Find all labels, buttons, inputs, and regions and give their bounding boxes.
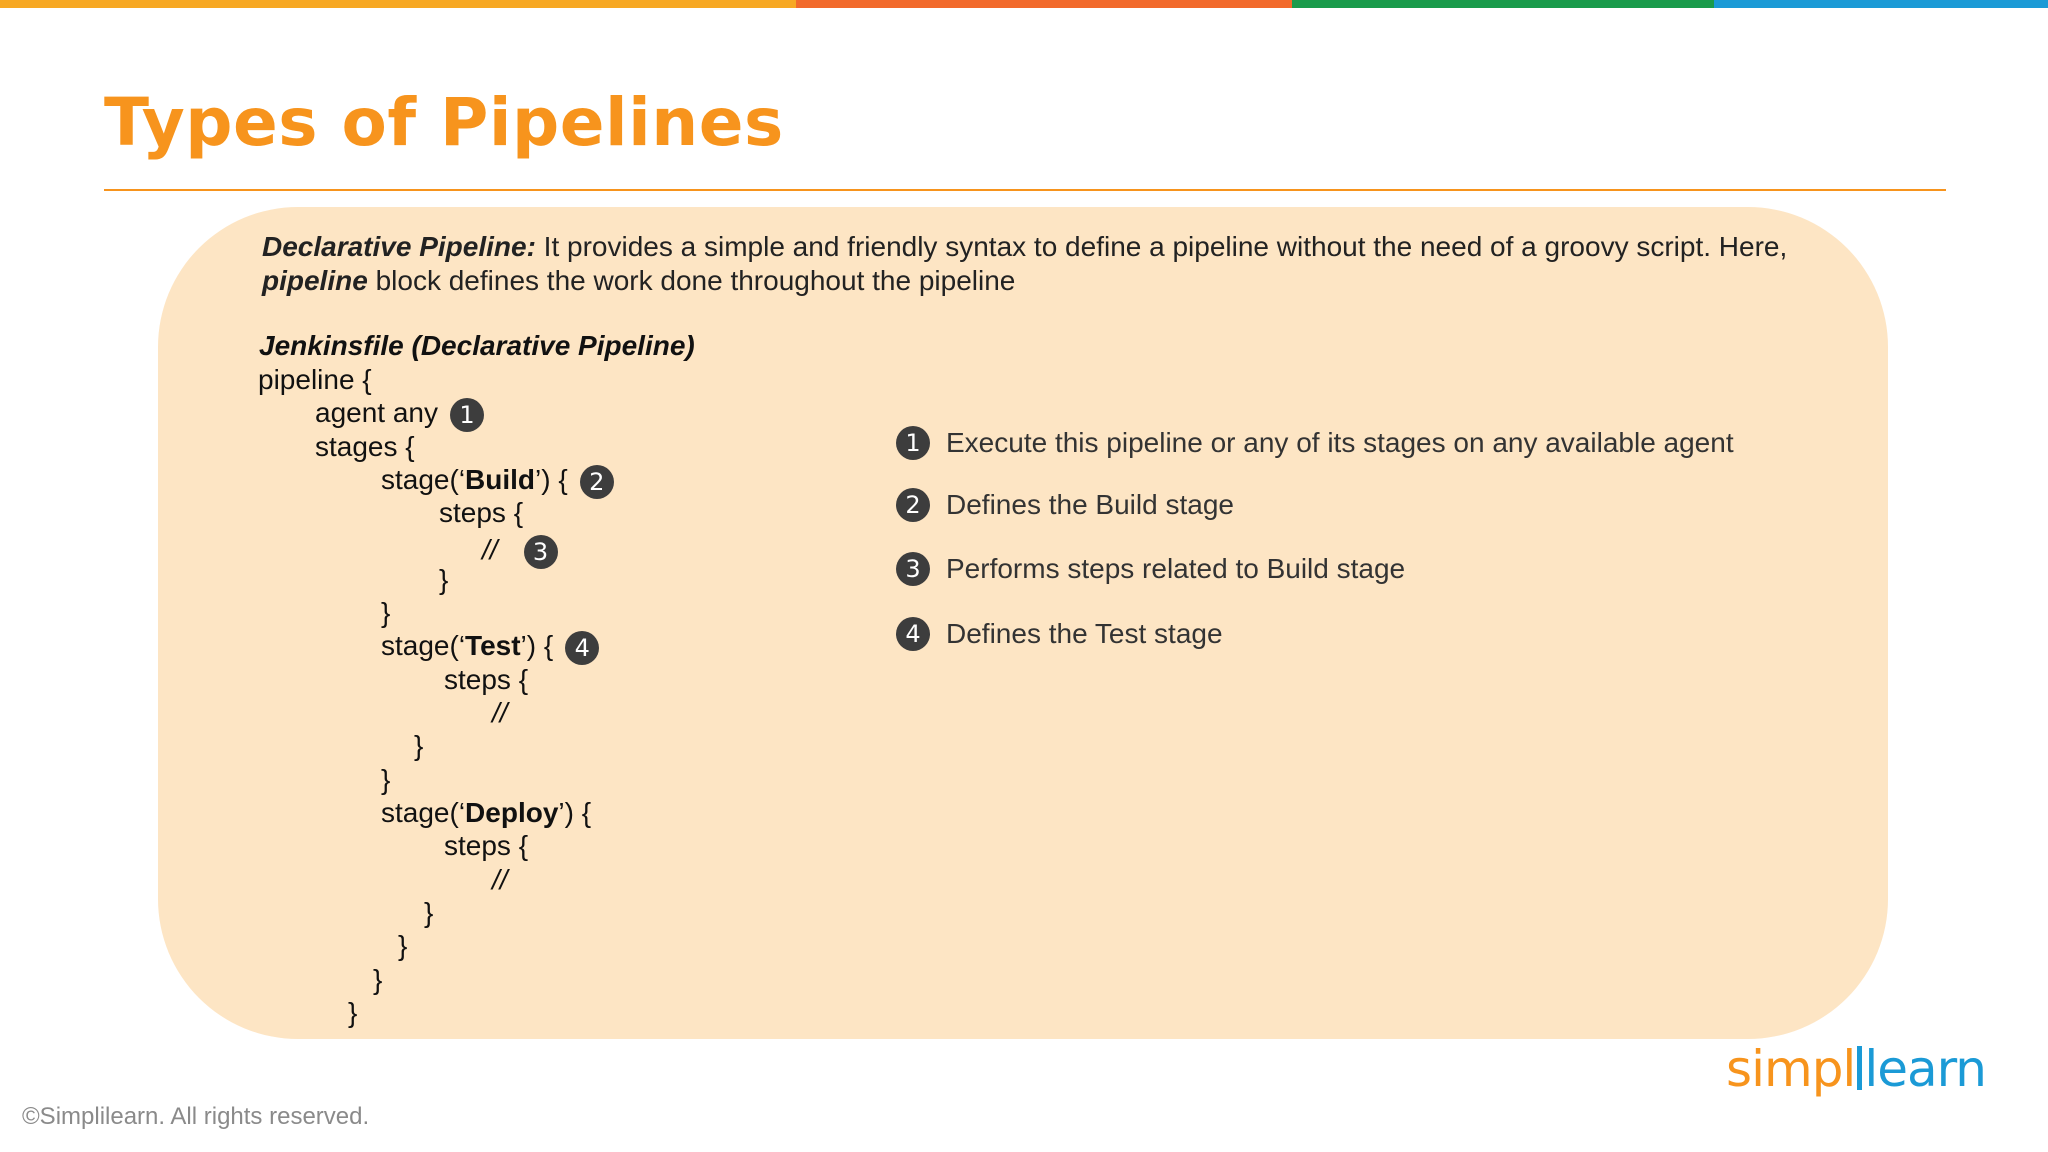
legend-badge: 1 [896,426,930,460]
code-line-stage-build [381,464,614,499]
badge-4: 4 [565,631,599,665]
intro-term: Declarative Pipeline: [262,231,536,262]
code-comment: // [492,864,508,895]
top-color-bar [0,0,2048,8]
code-line-comment-build [482,534,558,569]
code-line: } [373,964,383,995]
title-underline [104,189,1946,191]
code-line: pipeline { [258,364,372,395]
logo-bar [1857,1046,1862,1090]
code-line: } [414,730,424,761]
intro-paragraph [262,230,1822,298]
code-line-agent [315,397,484,432]
top-bar-orange [0,0,796,8]
top-bar-blue [1714,0,2048,8]
legend-badge: 3 [896,552,930,586]
code-line-stage-deploy [381,797,591,829]
code-line: } [439,564,449,595]
slide-title: Types of Pipelines [104,84,784,161]
top-bar-green [1292,0,1714,8]
simplilearn-logo [1726,1040,1986,1098]
legend-item [896,617,1223,651]
code-text: agent any [315,397,438,428]
copyright-notice: ©Simplilearn. All rights reserved. [22,1103,370,1130]
code-line: } [381,764,391,795]
intro-text-2: block defines the work done throughout the pipeline [367,265,1016,296]
stage-name-test: Test [465,630,521,661]
code-comment: // [492,697,508,728]
code-text: stage(‘ [381,464,466,495]
legend-item [896,552,1405,586]
legend-item [896,488,1234,522]
badge-1: 1 [450,398,484,432]
code-line: steps { [439,497,524,528]
legend-text: Defines the Build stage [946,489,1234,520]
legend-text: Defines the Test stage [946,618,1223,649]
code-text: stage(‘ [381,797,466,828]
legend-text: Execute this pipeline or any of its stages on any available agent [946,427,1734,458]
code-line: steps { [444,664,529,695]
code-line: stages { [315,431,415,462]
legend-badge: 4 [896,617,930,651]
legend-badge: 2 [896,488,930,522]
code-line: } [348,997,358,1028]
code-line: } [398,930,408,961]
legend-text: Performs steps related to Build stage [946,553,1406,584]
code-line: steps { [444,830,529,861]
top-bar-red [796,0,1292,8]
code-line: } [424,897,434,928]
code-heading: Jenkinsfile (Declarative Pipeline) [259,330,695,361]
legend-item [896,426,1734,460]
code-text: ’) { [535,464,568,495]
code-text: ’) { [520,630,554,661]
stage-name-build: Build [465,464,536,495]
code-comment: // [482,534,498,565]
intro-term-pipeline: pipeline [262,265,368,296]
logo-text-simpl: simpl [1726,1040,1856,1098]
badge-3: 3 [524,535,558,569]
logo-text-learn: learn [1864,1040,1986,1098]
stage-name-deploy: Deploy [465,797,559,828]
code-line-stage-test [381,630,599,665]
code-text: ’) { [558,797,592,828]
code-line: } [381,597,391,628]
code-text: stage(‘ [381,630,466,661]
intro-text-1: It provides a simple and friendly syntax to define a pipeline without the need of a groovy script. Here, [535,231,1788,262]
badge-2: 2 [580,465,614,499]
